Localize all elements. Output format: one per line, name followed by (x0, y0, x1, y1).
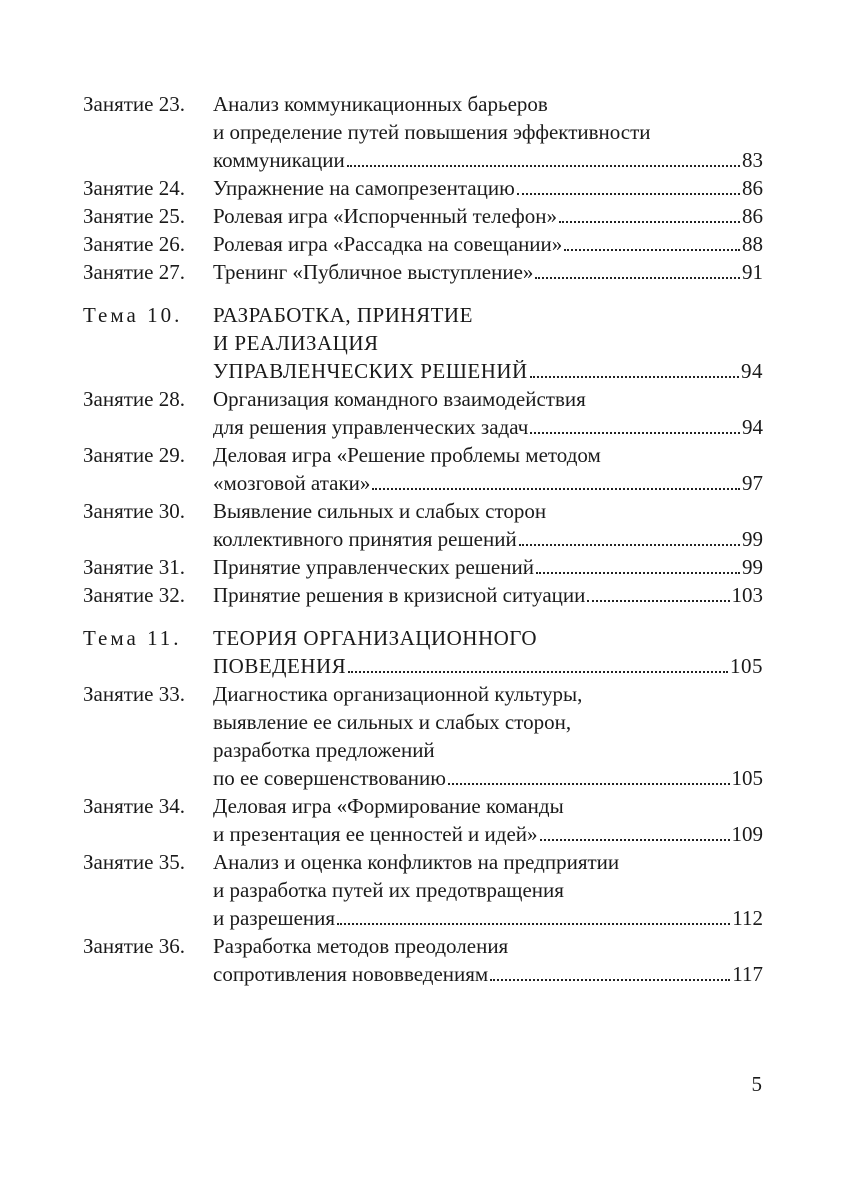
toc-entry-topic-10[interactable] (83, 301, 763, 385)
toc-entry-lesson-36[interactable] (83, 932, 763, 988)
dot-leader (535, 277, 740, 279)
entry-page-number: 103 (731, 583, 763, 607)
entry-page-number: 94 (741, 359, 763, 383)
topic-label: Тема 11. (83, 626, 182, 650)
topic-title-line: РАЗРАБОТКА, ПРИНЯТИЕ (213, 303, 473, 327)
dot-leader (517, 193, 740, 195)
toc-entry-lesson-29[interactable] (83, 441, 763, 497)
dot-leader (536, 572, 740, 574)
entry-page-number: 94 (742, 415, 763, 439)
dot-leader (347, 165, 740, 167)
toc-entry-lesson-31[interactable] (83, 553, 763, 581)
entry-label: Занятие 34. (83, 794, 185, 818)
entry-title-line: Ролевая игра «Рассадка на совещании» (213, 232, 563, 256)
entry-title-line: Упражнение на самопрезентацию (213, 176, 515, 200)
entry-page-number: 112 (732, 906, 763, 930)
entry-label: Занятие 25. (83, 204, 185, 228)
entry-title-line: Принятие управленческих решений (213, 555, 534, 579)
entry-page-number: 105 (731, 766, 763, 790)
entry-page-number: 88 (742, 232, 763, 256)
entry-page-number: 99 (742, 555, 763, 579)
entry-title-line: Деловая игра «Формирование команды (213, 794, 564, 818)
dot-leader (337, 923, 730, 925)
entry-title-line: сопротивления нововведениям (213, 962, 489, 986)
entry-title-line: Ролевая игра «Испорченный телефон» (213, 204, 558, 228)
page-number: 5 (751, 1072, 762, 1096)
dot-leader (348, 671, 728, 673)
entry-title-line: Деловая игра «Решение проблемы методом (213, 443, 601, 467)
topic-title-line: ТЕОРИЯ ОРГАНИЗАЦИОННОГО (213, 626, 538, 650)
dot-leader (372, 488, 740, 490)
entry-title-line: и определение путей повышения эффективности (213, 120, 651, 144)
entry-label: Занятие 35. (83, 850, 185, 874)
table-of-contents (83, 90, 763, 988)
topic-title-line: И РЕАЛИЗАЦИЯ (213, 331, 379, 355)
entry-page-number: 86 (742, 176, 763, 200)
entry-page-number: 91 (742, 260, 763, 284)
entry-title-line: коммуникации (213, 148, 345, 172)
toc-entry-lesson-35[interactable] (83, 848, 763, 932)
entry-label: Занятие 23. (83, 92, 185, 116)
toc-entry-lesson-23[interactable] (83, 90, 763, 174)
entry-page-number: 83 (742, 148, 763, 172)
topic-label: Тема 10. (83, 303, 183, 327)
entry-title-line: Анализ коммуникационных барьеров (213, 92, 548, 116)
entry-label: Занятие 28. (83, 387, 185, 411)
toc-entry-lesson-30[interactable] (83, 497, 763, 553)
toc-entry-lesson-28[interactable] (83, 385, 763, 441)
entry-page-number: 97 (742, 471, 763, 495)
dot-leader (540, 839, 730, 841)
entry-title-line: Диагностика организационной культуры, (213, 682, 583, 706)
entry-title-line: Тренинг «Публичное выступление» (213, 260, 534, 284)
entry-title-line: Разработка методов преодоления (213, 934, 509, 958)
entry-label: Занятие 32. (83, 583, 185, 607)
dot-leader (448, 783, 730, 785)
toc-entry-lesson-24[interactable] (83, 174, 763, 202)
entry-title-line: Анализ и оценка конфликтов на предприятии (213, 850, 620, 874)
entry-label: Занятие 33. (83, 682, 185, 706)
toc-entry-lesson-33[interactable] (83, 680, 763, 792)
toc-entry-topic-11[interactable] (83, 624, 763, 680)
entry-label: Занятие 27. (83, 260, 185, 284)
entry-label: Занятие 31. (83, 555, 185, 579)
entry-title-line: Выявление сильных и слабых сторон (213, 499, 547, 523)
entry-title-line: Принятие решения в кризисной ситуации (213, 583, 586, 607)
entry-title-line: и презентация ее ценностей и идей» (213, 822, 538, 846)
entry-page-number: 99 (742, 527, 763, 551)
entry-title-line: коллективного принятия решений (213, 527, 517, 551)
dot-leader (530, 376, 739, 378)
toc-entry-lesson-26[interactable] (83, 230, 763, 258)
entry-page-number: 105 (730, 654, 763, 678)
dot-leader (490, 979, 730, 981)
entry-label: Занятие 26. (83, 232, 185, 256)
entry-label: Занятие 24. (83, 176, 185, 200)
dot-leader (519, 544, 740, 546)
entry-title-line: для решения управленческих задач (213, 415, 529, 439)
entry-label: Занятие 29. (83, 443, 185, 467)
toc-entry-lesson-25[interactable] (83, 202, 763, 230)
entry-page-number: 109 (731, 822, 763, 846)
entry-label: Занятие 30. (83, 499, 185, 523)
entry-label: Занятие 36. (83, 934, 185, 958)
entry-title-line: Организация командного взаимодействия (213, 387, 586, 411)
topic-title-line: УПРАВЛЕНЧЕСКИХ РЕШЕНИЙ (213, 359, 528, 383)
dot-leader (564, 249, 740, 251)
entry-page-number: 117 (732, 962, 763, 986)
dot-leader (530, 432, 740, 434)
entry-title-line: и разработка путей их предотвращения (213, 878, 564, 902)
entry-title-line: и разрешения (213, 906, 336, 930)
toc-entry-lesson-32[interactable] (83, 581, 763, 609)
toc-entry-lesson-27[interactable] (83, 258, 763, 286)
entry-page-number: 86 (742, 204, 763, 228)
topic-title-line: ПОВЕДЕНИЯ (213, 654, 347, 678)
entry-title-line: «мозговой атаки» (213, 471, 371, 495)
toc-entry-lesson-34[interactable] (83, 792, 763, 848)
dot-leader (587, 600, 729, 602)
entry-title-line: разработка предложений (213, 738, 435, 762)
dot-leader (559, 221, 740, 223)
entry-title-line: по ее совершенствованию (213, 766, 446, 790)
entry-title-line: выявление ее сильных и слабых сторон, (213, 710, 572, 734)
